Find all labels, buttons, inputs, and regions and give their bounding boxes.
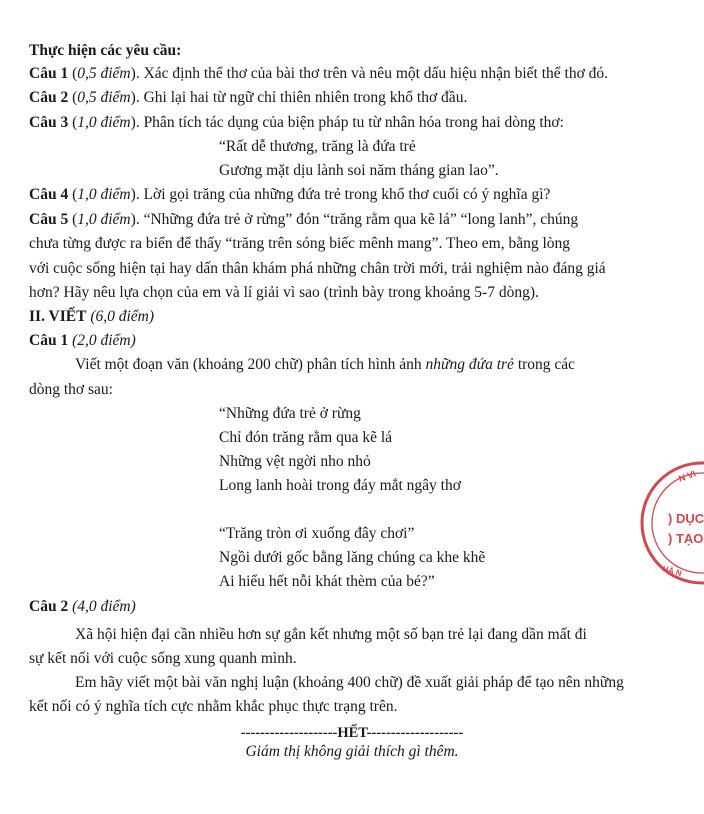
question-points: 0,5 điểm [77, 89, 131, 106]
question-label: Câu 2 [29, 598, 69, 615]
question-text-line: chưa từng được ra biển để thấy “trăng trên sóng biếc mênh mang”. Theo em, bằng lòng [29, 235, 571, 252]
reading-question-2: Câu 2 (0,5 điểm). Ghi lại hai từ ngữ chỉ thiên nhiên trong khổ thơ đầu. [29, 89, 468, 106]
question-points: 0,5 điểm [77, 65, 131, 82]
writing-question-1-heading [29, 331, 136, 351]
writing-question-2-heading [29, 597, 136, 617]
end-mark: --------------------HẾT-------------------- [240, 725, 464, 741]
question-label: Câu 5 [29, 211, 69, 228]
paragraph-line: sự kết nối với cuộc sống xung quanh mình. [29, 650, 297, 667]
poem-line: Chỉ đón trăng rằm qua kẽ lá [219, 429, 393, 446]
reading-question-1: Câu 1 (0,5 điểm). Xác định thể thơ của bài thơ trên và nêu một dấu hiệu nhận biết thể thơ đó. [29, 65, 609, 82]
question-points: 1,0 điểm [77, 211, 131, 228]
question-label: Câu 2 [29, 89, 69, 106]
poem-line: Ai hiểu hết nỗi khát thèm của bé?” [219, 573, 435, 590]
poem-line: Ngồi dưới gốc bằng lăng chúng ca khe khẽ [219, 549, 486, 566]
reading-question-3: Câu 3 (1,0 điểm). Phân tích tác dụng của biện pháp tu từ nhân hóa trong hai dòng thơ: [29, 114, 564, 131]
footer-note: Giám thị không giải thích gì thêm. [245, 743, 459, 760]
question-points: 1,0 điểm [77, 114, 131, 131]
section-title: II. VIẾT [29, 308, 87, 325]
reading-question-5: Câu 5 (1,0 điểm). “Những đứa trẻ ở rừng” đón “trăng rằm qua kẽ lá” “long lanh”, chúng [29, 211, 579, 228]
question-label: Câu 4 [29, 186, 69, 203]
question-text: . Ghi lại hai từ ngữ chỉ thiên nhiên trong khổ thơ đầu. [135, 89, 468, 106]
question-text: . “Những đứa trẻ ở rừng” đón “trăng rằm qua kẽ lá” “long lanh”, chúng [135, 211, 579, 228]
seal-rim-text-top: N VI [677, 468, 698, 484]
official-seal-stamp [640, 455, 704, 590]
seal-rim-text-bottom: HÀ N [661, 564, 683, 578]
prompt-emphasis: những đứa trẻ [425, 356, 514, 373]
paragraph-line: Xã hội hiện đại cần nhiều hơn sự gắn kết nhưng một số bạn trẻ lại đang dần mất đi [75, 626, 587, 643]
question-text: . Xác định thể thơ của bài thơ trên và nêu một dấu hiệu nhận biết thể thơ đó. [135, 65, 609, 82]
prompt-text: Viết một đoạn văn (khoảng 200 chữ) phân tích hình ảnh [75, 356, 426, 373]
quote-line: “Rất dễ thương, trăng là đứa trẻ [219, 138, 416, 155]
paragraph-line: Em hãy viết một bài văn nghị luận (khoảng 400 chữ) đề xuất giải pháp để tạo nên những [75, 674, 624, 691]
question-points: 1,0 điểm [77, 186, 131, 203]
question-label: Câu 1 [29, 65, 69, 82]
question-text-line: với cuộc sống hiện tại hay dấn thân khám phá những chân trời mới, trải nghiệm nào đáng giá [29, 260, 606, 277]
question-label: Câu 3 [29, 114, 69, 131]
requirements-heading: Thực hiện các yêu cầu: [29, 42, 182, 59]
poem-line: Những vệt ngời nho nhỏ [219, 453, 371, 470]
question-points: (4,0 điểm) [72, 598, 136, 615]
poem-line: “Những đứa trẻ ở rừng [219, 405, 361, 422]
seal-text-line: ) DỤC [668, 511, 704, 526]
prompt-text-line: dòng thơ sau: [29, 381, 113, 398]
seal-text-line: ) TẠO [668, 531, 704, 546]
question-text: . Phân tích tác dụng của biện pháp tu từ nhân hóa trong hai dòng thơ: [135, 114, 564, 131]
question-points: (2,0 điểm) [72, 332, 136, 349]
prompt-text: trong các [513, 356, 576, 373]
section-points: (6,0 điểm) [90, 308, 155, 325]
question-text: . Lời gọi trăng của những đứa trẻ trong khổ thơ cuối có ý nghĩa gì? [135, 186, 551, 203]
reading-question-4: Câu 4 (1,0 điểm). Lời gọi trăng của những đứa trẻ trong khổ thơ cuối có ý nghĩa gì? [29, 186, 551, 203]
quote-line: Gương mặt dịu lành soi năm tháng gian lao”. [219, 162, 499, 179]
poem-line: “Trăng tròn ơi xuống đây chơi” [219, 525, 415, 542]
question-label: Câu 1 [29, 332, 69, 349]
writing-section-heading [29, 307, 154, 327]
writing-question-1-prompt [75, 355, 575, 375]
question-text-line: hơn? Hãy nêu lựa chọn của em và lí giải vì sao (trình bày trong khoảng 5-7 dòng). [29, 284, 539, 301]
poem-line: Long lanh hoài trong đáy mắt ngây thơ [219, 477, 461, 494]
paragraph-line: kết nối có ý nghĩa tích cực nhằm khắc phục thực trạng trên. [29, 698, 398, 715]
